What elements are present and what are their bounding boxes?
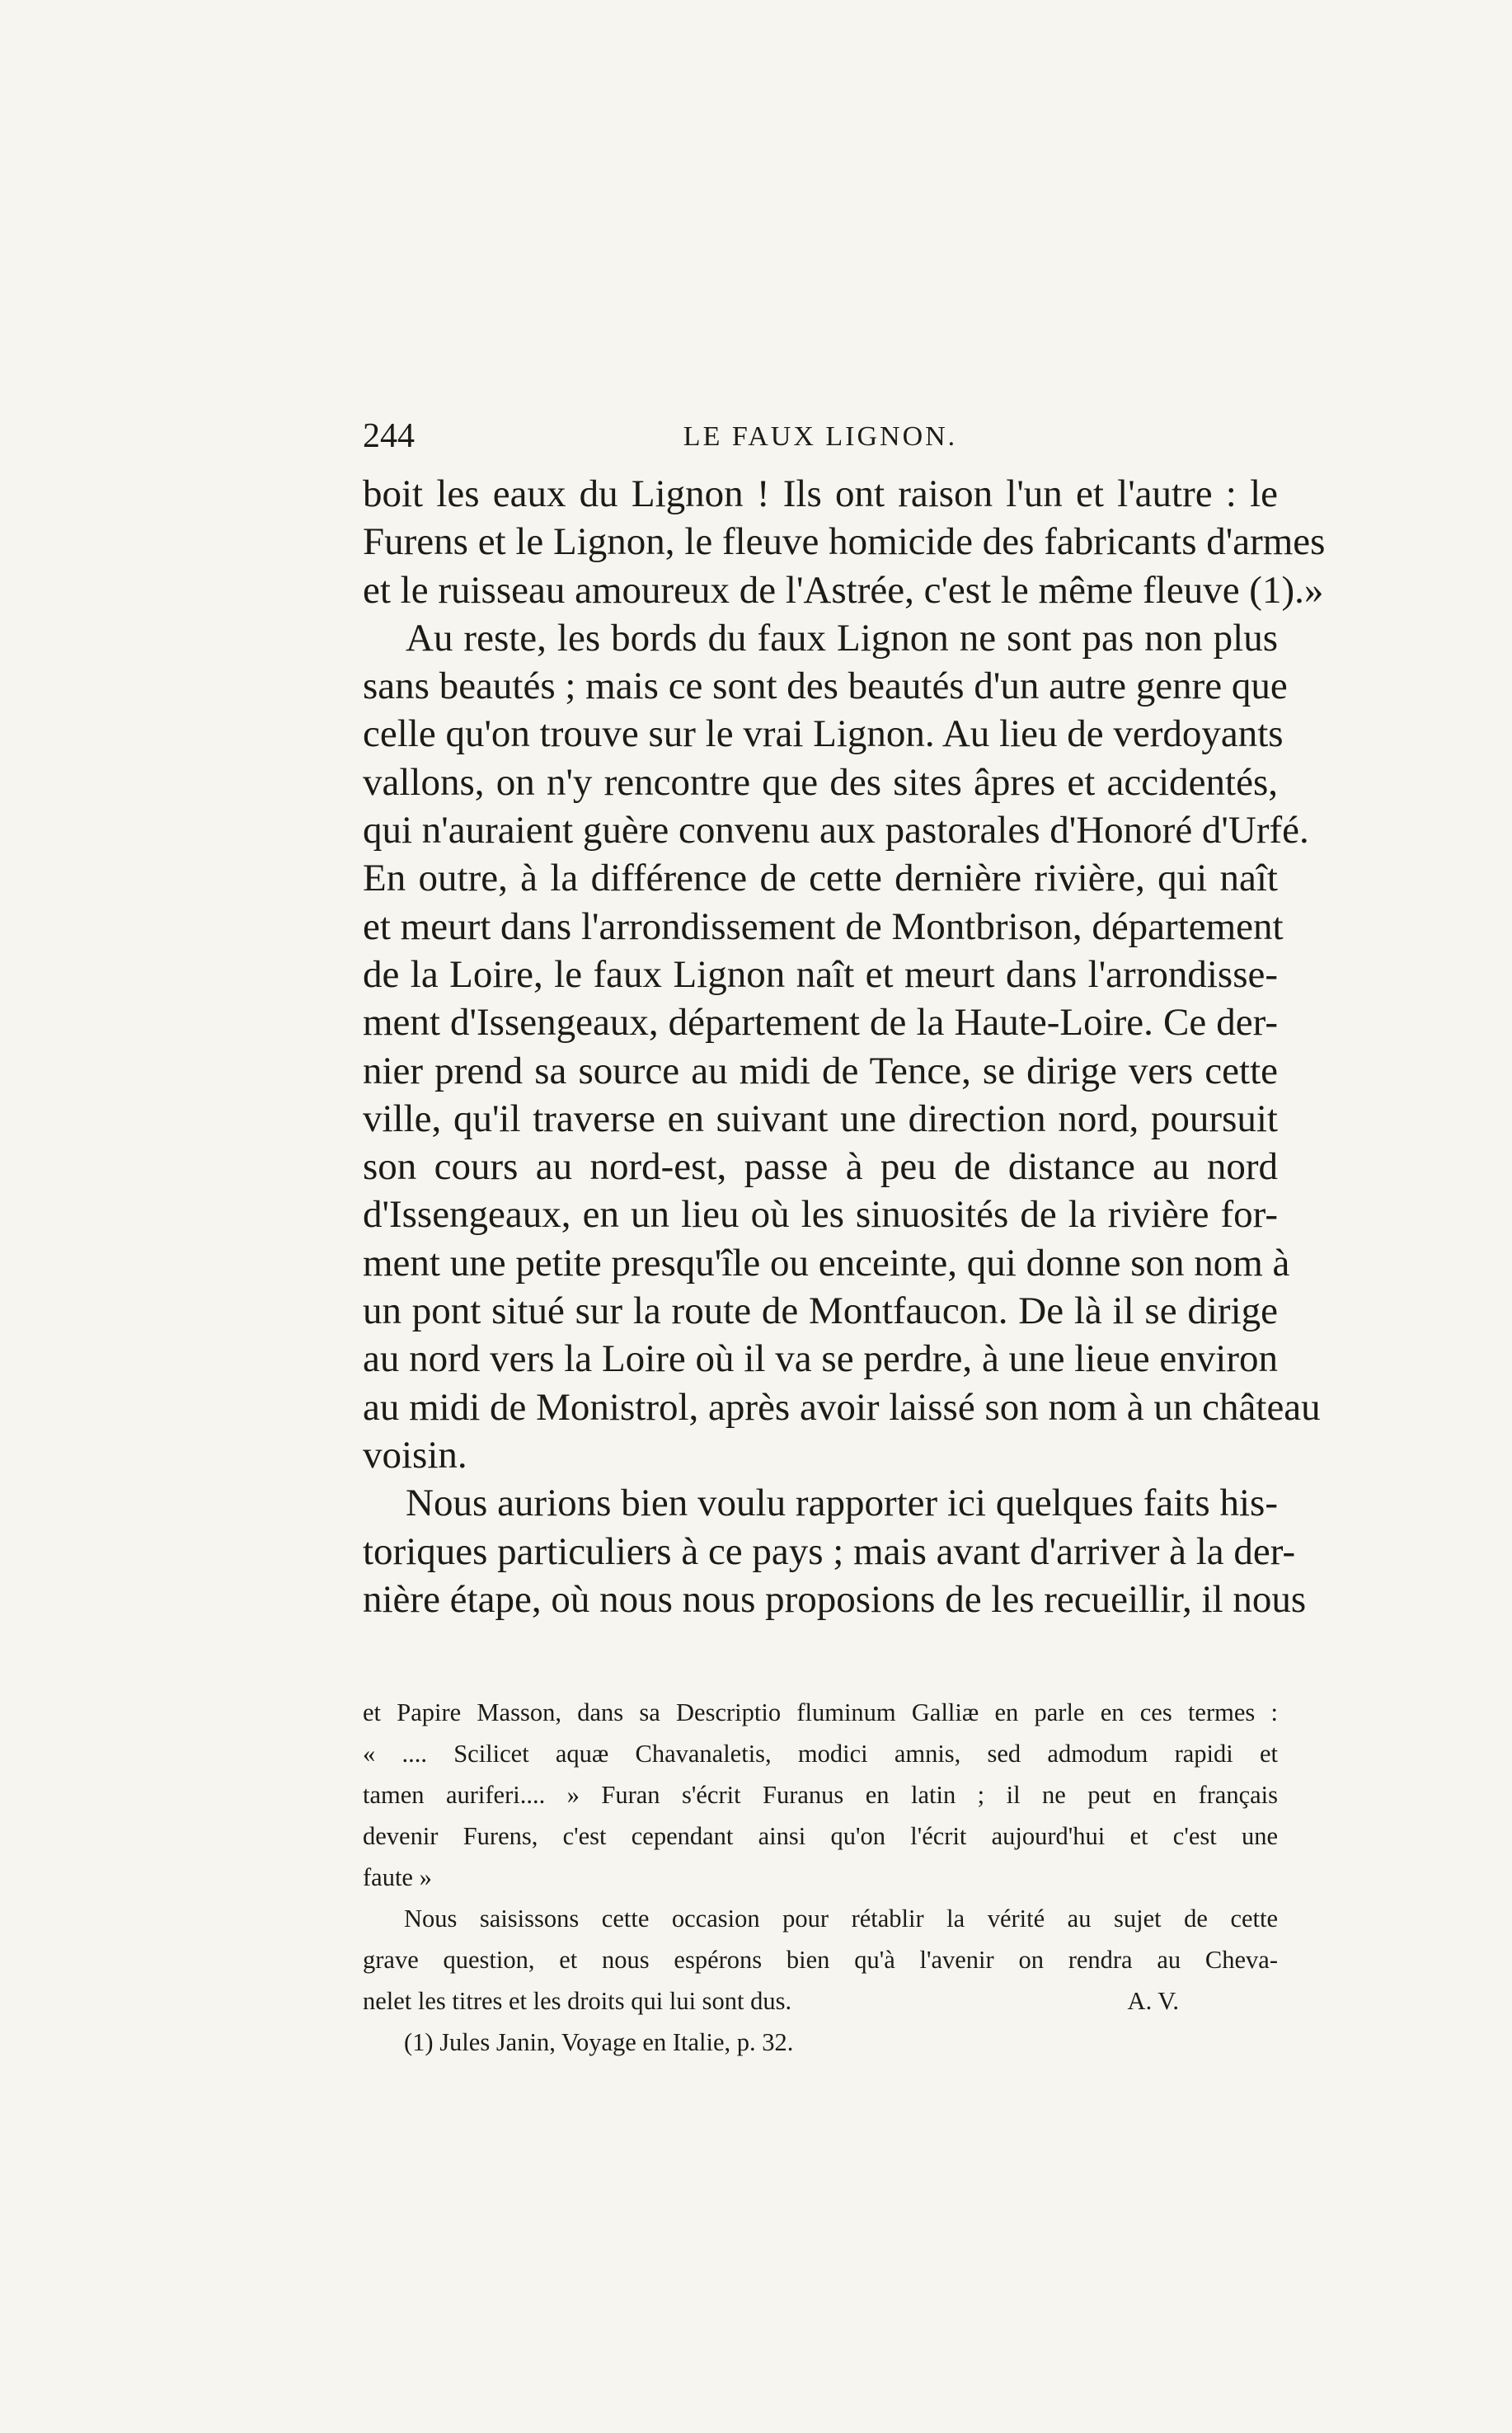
text-line: son cours au nord-est, passe à peu de distance au nord (363, 1145, 1278, 1189)
text-line: sans beautés ; mais ce sont des beautés d'un autre genre que (363, 665, 1288, 708)
footnote-reference: (1) Jules Janin, Voyage en Italie, p. 32. (404, 2028, 794, 2056)
text-line: de la Loire, le faux Lignon naît et meurt dans l'arrondisse- (363, 952, 1278, 996)
main-text (363, 470, 1326, 1623)
text-line: toriques particuliers à ce pays ; mais avant d'arriver à la der- (363, 1529, 1296, 1573)
footnote-line: « .... Scilicet aquæ Chavanaletis, modici amnis, sed admodum rapidi et (363, 1740, 1278, 1768)
text-line: d'Issengeaux, en un lieu où les sinuosités de la rivière for- (363, 1193, 1278, 1237)
signature: A. V. (1127, 1987, 1179, 2015)
footnote-line: faute » (363, 1863, 432, 1891)
footnotes (363, 1692, 1278, 2063)
text-line: Au reste, les bords du faux Lignon ne sont pas non plus (406, 616, 1278, 660)
text-line: au midi de Monistrol, après avoir laissé son nom à un château (363, 1385, 1321, 1429)
text-line: qui n'auraient guère convenu aux pastorales d'Honoré d'Urfé. (363, 809, 1309, 852)
text-line: Nous aurions bien voulu rapporter ici quelques faits his- (406, 1482, 1278, 1525)
running-title: LE FAUX LIGNON. (683, 421, 958, 452)
text-line: boit les eaux du Lignon ! Ils ont raison l'un et l'autre : le (363, 472, 1278, 515)
text-line: et le ruisseau amoureux de l'Astrée, c'est le même fleuve (1).» (363, 568, 1324, 612)
footnote-line: tamen auriferi.... » Furan s'écrit Furanus en latin ; il ne peut en français (363, 1781, 1278, 1809)
footnote-line: grave question, et nous espérons bien qu'à l'avenir on rendra au Cheva- (363, 1946, 1278, 1974)
text-line: nier prend sa source au midi de Tence, se dirige vers cette (363, 1049, 1278, 1092)
text-line: voisin. (363, 1433, 467, 1477)
footnote-line: Nous saisissons cette occasion pour rétablir la vérité au sujet de cette (404, 1905, 1278, 1933)
text-line: un pont situé sur la route de Montfaucon. De là il se dirige (363, 1289, 1278, 1333)
text-line: au nord vers la Loire où il va se perdre, à une lieue environ (363, 1337, 1278, 1381)
footnote-line: devenir Furens, c'est cependant ainsi qu'on l'écrit aujourd'hui et c'est une (363, 1822, 1278, 1850)
page-number: 244 (363, 417, 415, 455)
page-header (363, 416, 1278, 466)
text-line: et meurt dans l'arrondissement de Montbrison, département (363, 904, 1284, 948)
text-line: Furens et le Lignon, le fleuve homicide des fabricants d'armes (363, 520, 1326, 564)
text-line: En outre, à la différence de cette dernière rivière, qui naît (363, 857, 1278, 900)
text-line: ment d'Issengeaux, département de la Haute-Loire. Ce der- (363, 1001, 1278, 1045)
text-line: ment une petite presqu'île ou enceinte, qui donne son nom à (363, 1241, 1290, 1285)
footnote-line: nelet les titres et les droits qui lui sont dus. (363, 1987, 792, 2015)
text-line: nière étape, où nous nous proposions de les recueillir, il nous (363, 1577, 1307, 1621)
footnote-line: et Papire Masson, dans sa Descriptio fluminum Galliæ en parle en ces termes : (363, 1698, 1278, 1726)
footnote-signature-row (363, 1980, 1278, 2022)
text-line: celle qu'on trouve sur le vrai Lignon. Au lieu de verdoyants (363, 712, 1284, 756)
text-line: ville, qu'il traverse en suivant une direction nord, poursuit (363, 1097, 1278, 1140)
text-line: vallons, on n'y rencontre que des sites âpres et accidentés, (363, 760, 1278, 804)
